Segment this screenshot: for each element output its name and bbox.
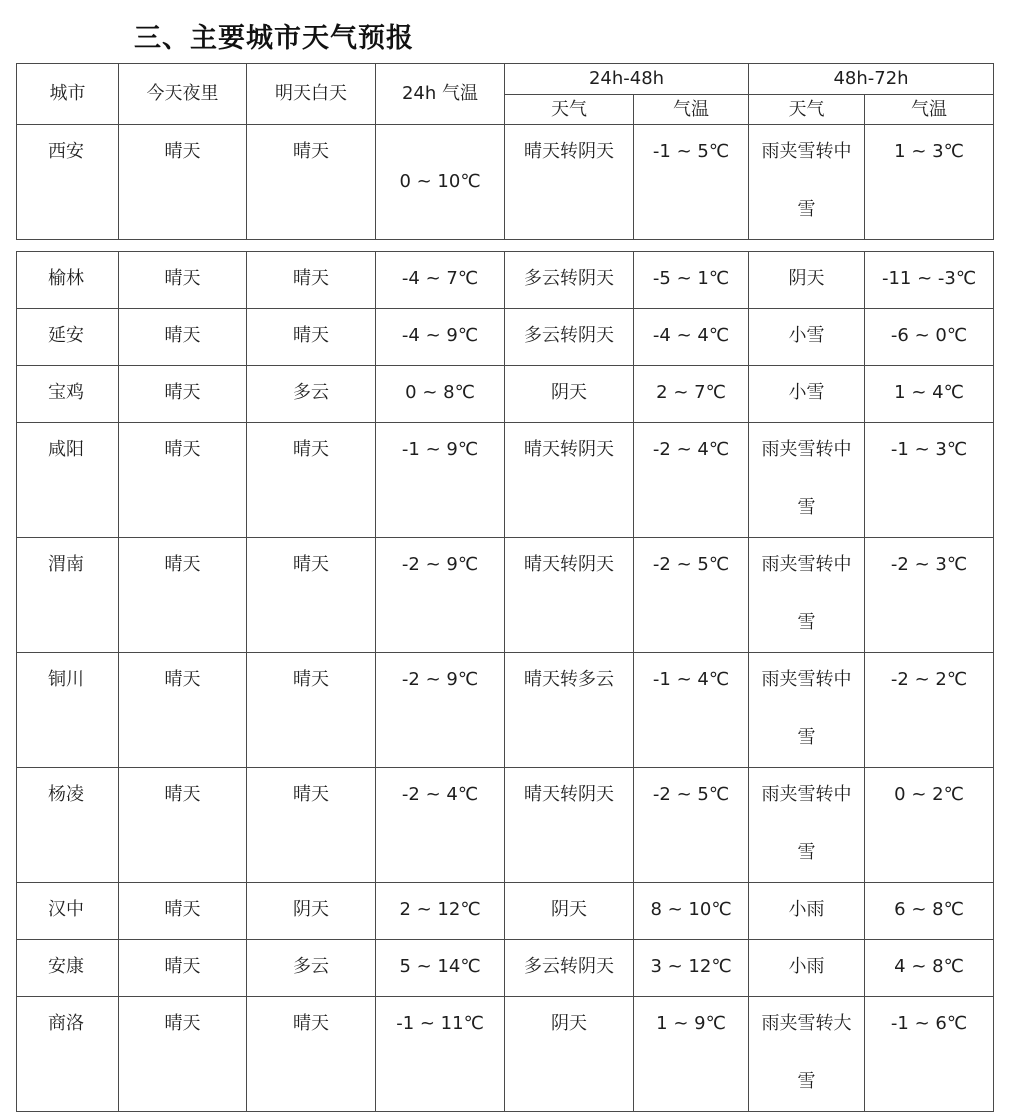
tomorrow-day-cell: 晴天 (247, 653, 376, 768)
weather-48-cell: 多云转阴天 (505, 309, 634, 366)
temp-24h-cell: 5 ~ 14℃ (376, 940, 505, 997)
temp-48-cell: -2 ~ 5℃ (634, 768, 749, 883)
tonight-cell: 晴天 (119, 997, 247, 1112)
header-temp-72: 气温 (865, 95, 994, 125)
temp-24h-cell: -2 ~ 9℃ (376, 653, 505, 768)
weather-48-cell: 多云转阴天 (505, 252, 634, 309)
header-group-48-72: 48h-72h (749, 64, 994, 95)
weather-48-cell: 阴天 (505, 366, 634, 423)
table-row (17, 538, 994, 653)
tonight-cell: 晴天 (119, 653, 247, 768)
tomorrow-day-cell: 晴天 (247, 768, 376, 883)
table-row (17, 940, 994, 997)
temp-72-cell: -1 ~ 3℃ (865, 423, 994, 538)
temp-72-cell: -2 ~ 3℃ (865, 538, 994, 653)
weather-72-cell: 雨夹雪转中雪 (749, 538, 865, 653)
temp-72-cell: -1 ~ 6℃ (865, 997, 994, 1112)
table-row (17, 125, 994, 240)
weather-48-cell: 多云转阴天 (505, 940, 634, 997)
temp-24h-cell: -2 ~ 4℃ (376, 768, 505, 883)
temp-48-cell: -2 ~ 4℃ (634, 423, 749, 538)
table-row (17, 423, 994, 538)
forecast-table-top (16, 63, 994, 240)
tonight-cell: 晴天 (119, 423, 247, 538)
temp-48-cell: -2 ~ 5℃ (634, 538, 749, 653)
table-row (17, 309, 994, 366)
section-title: 三、主要城市天气预报 (134, 23, 414, 54)
header-weather-72: 天气 (749, 95, 865, 125)
tomorrow-day-cell: 晴天 (247, 423, 376, 538)
temp-72-cell: -11 ~ -3℃ (865, 252, 994, 309)
weather-72-cell: 小雪 (749, 309, 865, 366)
city-cell: 杨凌 (17, 768, 119, 883)
city-cell: 汉中 (17, 883, 119, 940)
tonight-cell: 晴天 (119, 366, 247, 423)
tomorrow-day-cell: 晴天 (247, 125, 376, 240)
tonight-cell: 晴天 (119, 883, 247, 940)
header-tomorrow-day: 明天白天 (247, 64, 376, 125)
temp-24h-cell: -4 ~ 7℃ (376, 252, 505, 309)
city-cell: 商洛 (17, 997, 119, 1112)
temp-72-cell: 6 ~ 8℃ (865, 883, 994, 940)
weather-48-cell: 晴天转阴天 (505, 423, 634, 538)
forecast-table-bottom (16, 251, 994, 1112)
tonight-cell: 晴天 (119, 940, 247, 997)
header-weather-48: 天气 (505, 95, 634, 125)
weather-72-cell: 雨夹雪转中雪 (749, 768, 865, 883)
table-row (17, 768, 994, 883)
weather-72-cell: 雨夹雪转中雪 (749, 423, 865, 538)
tomorrow-day-cell: 晴天 (247, 997, 376, 1112)
weather-48-cell: 晴天转阴天 (505, 768, 634, 883)
tomorrow-day-cell: 晴天 (247, 252, 376, 309)
temp-48-cell: 1 ~ 9℃ (634, 997, 749, 1112)
weather-72-cell: 雨夹雪转中雪 (749, 653, 865, 768)
city-cell: 榆林 (17, 252, 119, 309)
temp-24h-cell: 2 ~ 12℃ (376, 883, 505, 940)
header-group-24-48: 24h-48h (505, 64, 749, 95)
temp-72-cell: 1 ~ 4℃ (865, 366, 994, 423)
temp-48-cell: -1 ~ 4℃ (634, 653, 749, 768)
temp-24h-cell: -1 ~ 9℃ (376, 423, 505, 538)
weather-72-cell: 小雨 (749, 940, 865, 997)
city-cell: 延安 (17, 309, 119, 366)
header-temp-24h: 24h 气温 (376, 64, 505, 125)
temp-48-cell: 2 ~ 7℃ (634, 366, 749, 423)
tonight-cell: 晴天 (119, 309, 247, 366)
weather-48-cell: 阴天 (505, 997, 634, 1112)
tomorrow-day-cell: 多云 (247, 940, 376, 997)
table-row (17, 366, 994, 423)
weather-72-cell: 雨夹雪转大雪 (749, 997, 865, 1112)
weather-72-cell: 小雨 (749, 883, 865, 940)
table-row (17, 997, 994, 1112)
temp-72-cell: -2 ~ 2℃ (865, 653, 994, 768)
temp-24h-cell: 0 ~ 10℃ (376, 125, 505, 240)
temp-48-cell: 3 ~ 12℃ (634, 940, 749, 997)
header-temp-48: 气温 (634, 95, 749, 125)
header-city: 城市 (17, 64, 119, 125)
tonight-cell: 晴天 (119, 125, 247, 240)
city-cell: 咸阳 (17, 423, 119, 538)
table-row (17, 653, 994, 768)
table-row (17, 883, 994, 940)
weather-72-cell: 小雪 (749, 366, 865, 423)
temp-72-cell: 1 ~ 3℃ (865, 125, 994, 240)
tomorrow-day-cell: 多云 (247, 366, 376, 423)
temp-48-cell: -5 ~ 1℃ (634, 252, 749, 309)
table-row (17, 252, 994, 309)
weather-48-cell: 晴天转多云 (505, 653, 634, 768)
header-tonight: 今天夜里 (119, 64, 247, 125)
weather-48-cell: 晴天转阴天 (505, 125, 634, 240)
tonight-cell: 晴天 (119, 538, 247, 653)
city-cell: 铜川 (17, 653, 119, 768)
tomorrow-day-cell: 晴天 (247, 309, 376, 366)
city-cell: 宝鸡 (17, 366, 119, 423)
tomorrow-day-cell: 阴天 (247, 883, 376, 940)
temp-24h-cell: -1 ~ 11℃ (376, 997, 505, 1112)
tomorrow-day-cell: 晴天 (247, 538, 376, 653)
temp-24h-cell: 0 ~ 8℃ (376, 366, 505, 423)
weather-48-cell: 晴天转阴天 (505, 538, 634, 653)
temp-24h-cell: -2 ~ 9℃ (376, 538, 505, 653)
temp-72-cell: -6 ~ 0℃ (865, 309, 994, 366)
temp-72-cell: 0 ~ 2℃ (865, 768, 994, 883)
temp-24h-cell: -4 ~ 9℃ (376, 309, 505, 366)
city-cell: 安康 (17, 940, 119, 997)
temp-72-cell: 4 ~ 8℃ (865, 940, 994, 997)
city-cell: 西安 (17, 125, 119, 240)
city-cell: 渭南 (17, 538, 119, 653)
weather-72-cell: 阴天 (749, 252, 865, 309)
tonight-cell: 晴天 (119, 768, 247, 883)
tonight-cell: 晴天 (119, 252, 247, 309)
weather-48-cell: 阴天 (505, 883, 634, 940)
temp-48-cell: -4 ~ 4℃ (634, 309, 749, 366)
temp-48-cell: -1 ~ 5℃ (634, 125, 749, 240)
temp-48-cell: 8 ~ 10℃ (634, 883, 749, 940)
weather-72-cell: 雨夹雪转中雪 (749, 125, 865, 240)
